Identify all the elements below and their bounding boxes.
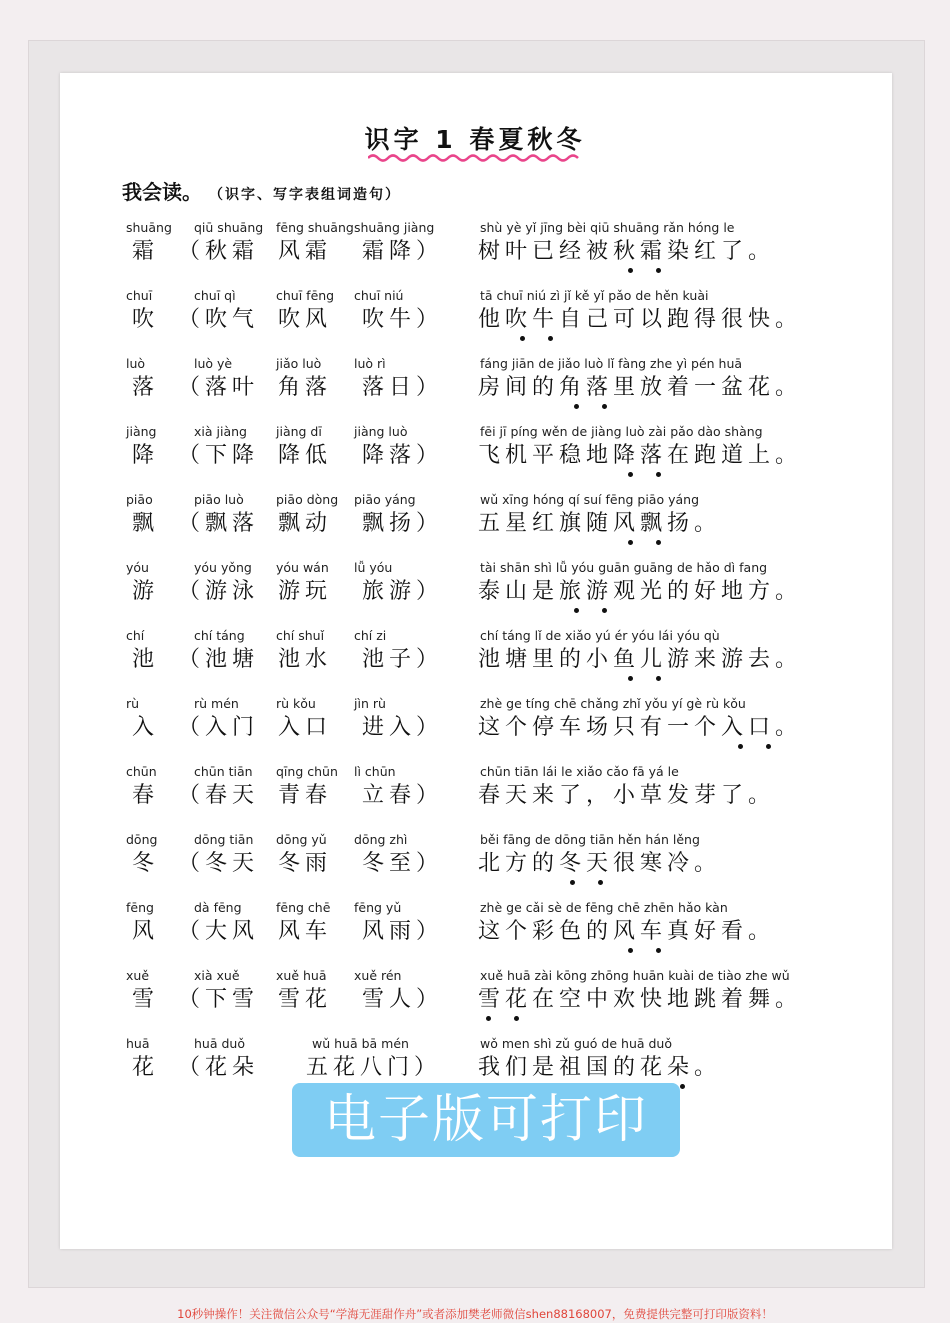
word1-pinyin: huā duǒ (194, 1036, 245, 1051)
word2-pinyin: fēng shuāng (276, 220, 354, 235)
char-pinyin: xuě (126, 968, 150, 983)
char-pinyin: huā (126, 1036, 150, 1051)
sentence: 这个彩色的风车真好看。 (478, 919, 776, 944)
word1-pinyin: chūn tiān (194, 764, 253, 779)
char: 花 (132, 1055, 160, 1080)
sentence-pinyin: fēi jī píng wěn de jiàng luò zài pǎo dào shàng (480, 424, 763, 439)
word2-pinyin: chuī fēng (276, 288, 335, 303)
emphasis-dot (656, 948, 661, 953)
word2-pinyin: qīng chūn (276, 764, 338, 779)
word-row (0, 560, 950, 620)
word-row (0, 968, 950, 1028)
sentence-pinyin: tài shān shì lǚ yóu guān guāng de hǎo dì fang (480, 560, 768, 575)
word2-pinyin: jiǎo luò (276, 356, 322, 371)
emphasis-dot (548, 336, 553, 341)
sentence-pinyin: shù yè yǐ jīng bèi qiū shuāng rǎn hóng le (480, 220, 735, 235)
emphasis-dot (628, 676, 633, 681)
emphasis-dot (656, 540, 661, 545)
word3: 雪人） (362, 987, 444, 1012)
word2: 降低 (278, 443, 333, 468)
word3-pinyin: xuě rén (354, 968, 402, 983)
word1: （吹气 (178, 307, 260, 332)
emphasis-dot (628, 472, 633, 477)
char: 雪 (132, 987, 160, 1012)
char-pinyin: luò (126, 356, 146, 371)
word2: 冬雨 (278, 851, 333, 876)
emphasis-dot (514, 1016, 519, 1021)
char-pinyin: piāo (126, 492, 153, 507)
emphasis-dot (656, 268, 661, 273)
emphasis-dot (656, 676, 661, 681)
word2-pinyin: rù kǒu (276, 696, 316, 711)
word3-pinyin: chí zi (354, 628, 387, 643)
word2-pinyin: jiàng dī (276, 424, 322, 439)
word3: 霜降） (362, 239, 444, 264)
word2: 飘动 (278, 511, 333, 536)
char: 游 (132, 579, 160, 604)
emphasis-dot (656, 472, 661, 477)
char: 入 (132, 715, 160, 740)
word3-pinyin: fēng yǔ (354, 900, 402, 915)
emphasis-dot (602, 404, 607, 409)
title-wave-underline (368, 153, 580, 163)
char: 降 (132, 443, 160, 468)
word1-pinyin: chí táng (194, 628, 245, 643)
sentence-pinyin: chí táng lǐ de xiǎo yú ér yóu lái yóu qù (480, 628, 720, 643)
char-pinyin: dōng (126, 832, 158, 847)
word-row (0, 764, 950, 824)
emphasis-dot (574, 608, 579, 613)
char-pinyin: chūn (126, 764, 157, 779)
char-pinyin: chí (126, 628, 145, 643)
sentence-pinyin: wǒ men shì zǔ guó de huā duǒ (480, 1036, 673, 1051)
char-pinyin: chuī (126, 288, 153, 303)
word-row (0, 832, 950, 892)
sentence-pinyin: běi fāng de dōng tiān hěn hán lěng (480, 832, 700, 847)
word1-pinyin: dōng tiān (194, 832, 254, 847)
char-pinyin: yóu (126, 560, 149, 575)
sentence: 树叶已经被秋霜染红了。 (478, 239, 776, 264)
emphasis-dot (602, 608, 607, 613)
char: 池 (132, 647, 160, 672)
word1-pinyin: chuī qì (194, 288, 236, 303)
word1-pinyin: rù mén (194, 696, 239, 711)
word2: 入口 (278, 715, 333, 740)
char: 飘 (132, 511, 160, 536)
word3-pinyin: lǚ yóu (354, 560, 393, 575)
word2-pinyin: piāo dòng (276, 492, 339, 507)
word-row (0, 492, 950, 552)
word3-pinyin: chuī niú (354, 288, 404, 303)
word-row (0, 220, 950, 280)
word1: （冬天 (178, 851, 260, 876)
emphasis-dot (738, 744, 743, 749)
section-heading-note: （识字、写字表组词造句） (208, 187, 401, 203)
word2: 风霜 (278, 239, 333, 264)
emphasis-dot (574, 404, 579, 409)
word2-pinyin: fēng chē (276, 900, 331, 915)
word1-pinyin: qiū shuāng (194, 220, 264, 235)
word-row (0, 424, 950, 484)
word2: 池水 (278, 647, 333, 672)
char-pinyin: fēng (126, 900, 154, 915)
word1-pinyin: yóu yǒng (194, 560, 252, 575)
word3: 五花八门） (306, 1055, 442, 1080)
word1: （花朵 (178, 1055, 260, 1080)
sentence-pinyin: fáng jiān de jiǎo luò lǐ fàng zhe yì pén huā (480, 356, 743, 371)
word-row (0, 900, 950, 960)
word-row (0, 696, 950, 756)
word3-pinyin: jìn rù (354, 696, 386, 711)
word2: 青春 (278, 783, 333, 808)
word-row (0, 288, 950, 348)
word1-pinyin: xià jiàng (194, 424, 247, 439)
sentence: 北方的冬天很寒冷。 (478, 851, 722, 876)
word2: 风车 (278, 919, 333, 944)
word1-pinyin: luò yè (194, 356, 233, 371)
word1: （下降 (178, 443, 260, 468)
word2: 吹风 (278, 307, 333, 332)
word2: 角落 (278, 375, 333, 400)
char: 风 (132, 919, 160, 944)
word3-pinyin: dōng zhì (354, 832, 408, 847)
word1: （春天 (178, 783, 260, 808)
char: 落 (132, 375, 160, 400)
word1-pinyin: xià xuě (194, 968, 240, 983)
word1: （秋霜 (178, 239, 260, 264)
sentence-pinyin: zhè ge cǎi sè de fēng chē zhēn hǎo kàn (480, 900, 728, 915)
section-heading (122, 176, 401, 205)
word2-pinyin: chí shuǐ (276, 628, 325, 643)
word1: （飘落 (178, 511, 260, 536)
char: 春 (132, 783, 160, 808)
word3-pinyin: shuāng jiàng (354, 220, 435, 235)
word1: （游泳 (178, 579, 260, 604)
word2: 雪花 (278, 987, 333, 1012)
word2-pinyin: yóu wán (276, 560, 329, 575)
word3: 飘扬） (362, 511, 444, 536)
sentence-pinyin: chūn tiān lái le xiǎo cǎo fā yá le (480, 764, 679, 779)
emphasis-dot (628, 268, 633, 273)
sentence: 雪花在空中欢快地跳着舞。 (478, 987, 803, 1012)
sentence-pinyin: tā chuī niú zì jǐ kě yǐ pǎo de hěn kuài (480, 288, 709, 303)
word3: 进入） (362, 715, 444, 740)
word3: 池子） (362, 647, 444, 672)
word3-pinyin: jiàng luò (354, 424, 408, 439)
emphasis-dot (628, 540, 633, 545)
word1: （落叶 (178, 375, 260, 400)
word3-pinyin: piāo yáng (354, 492, 416, 507)
promo-footer: 10秒钟操作！关注微信公众号“学海无涯甜作舟”或者添加樊老师微信shen88168007，免费提供完整可打印版资料！ (177, 1307, 773, 1321)
char: 冬 (132, 851, 160, 876)
emphasis-dot (486, 1016, 491, 1021)
emphasis-dot (766, 744, 771, 749)
word3-pinyin: lì chūn (354, 764, 396, 779)
sentence: 池塘里的小鱼儿游来游去。 (478, 647, 803, 672)
word3: 立春） (362, 783, 444, 808)
emphasis-dot (598, 880, 603, 885)
word3: 吹牛） (362, 307, 444, 332)
word3-pinyin: luò rì (354, 356, 386, 371)
sentence: 五星红旗随风飘扬。 (478, 511, 722, 536)
sentence: 飞机平稳地降落在跑道上。 (478, 443, 803, 468)
word1-pinyin: piāo luò (194, 492, 244, 507)
word3-pinyin: wǔ huā bā mén (312, 1036, 409, 1051)
char-pinyin: jiàng (126, 424, 157, 439)
sentence: 泰山是旅游观光的好地方。 (478, 579, 803, 604)
word1: （入门 (178, 715, 260, 740)
word1: （池塘 (178, 647, 260, 672)
word2: 游玩 (278, 579, 333, 604)
sentence: 房间的角落里放着一盆花。 (478, 375, 803, 400)
word1: （下雪 (178, 987, 260, 1012)
sentence: 我们是祖国的花朵。 (478, 1055, 722, 1080)
sentence-pinyin: xuě huā zài kōng zhōng huān kuài de tiào zhe wǔ (480, 968, 790, 983)
word3: 落日） (362, 375, 444, 400)
section-heading-text: 我会读。 (122, 180, 202, 204)
word-row (0, 628, 950, 688)
emphasis-dot (628, 948, 633, 953)
emphasis-dot (520, 336, 525, 341)
word3: 冬至） (362, 851, 444, 876)
char: 吹 (132, 307, 160, 332)
page-title: 识字 1 春夏秋冬 (364, 125, 586, 154)
word2-pinyin: xuě huā (276, 968, 327, 983)
word2-pinyin: dōng yǔ (276, 832, 327, 847)
sentence: 这个停车场只有一个入口。 (478, 715, 803, 740)
printable-watermark: 电子版可打印 (292, 1083, 680, 1157)
word3: 降落） (362, 443, 444, 468)
word1-pinyin: dà fēng (194, 900, 242, 915)
sentence: 他吹牛自己可以跑得很快。 (478, 307, 803, 332)
sentence: 春天来了，小草发芽了。 (478, 783, 776, 808)
word3: 旅游） (362, 579, 444, 604)
sentence-pinyin: zhè ge tíng chē chǎng zhǐ yǒu yí gè rù kǒu (480, 696, 746, 711)
emphasis-dot (680, 1084, 685, 1089)
char: 霜 (132, 239, 160, 264)
word-row (0, 356, 950, 416)
word3: 风雨） (362, 919, 444, 944)
char-pinyin: rù (126, 696, 140, 711)
char-pinyin: shuāng (126, 220, 172, 235)
emphasis-dot (570, 880, 575, 885)
sentence-pinyin: wǔ xīng hóng qí suí fēng piāo yáng (480, 492, 700, 507)
word1: （大风 (178, 919, 260, 944)
